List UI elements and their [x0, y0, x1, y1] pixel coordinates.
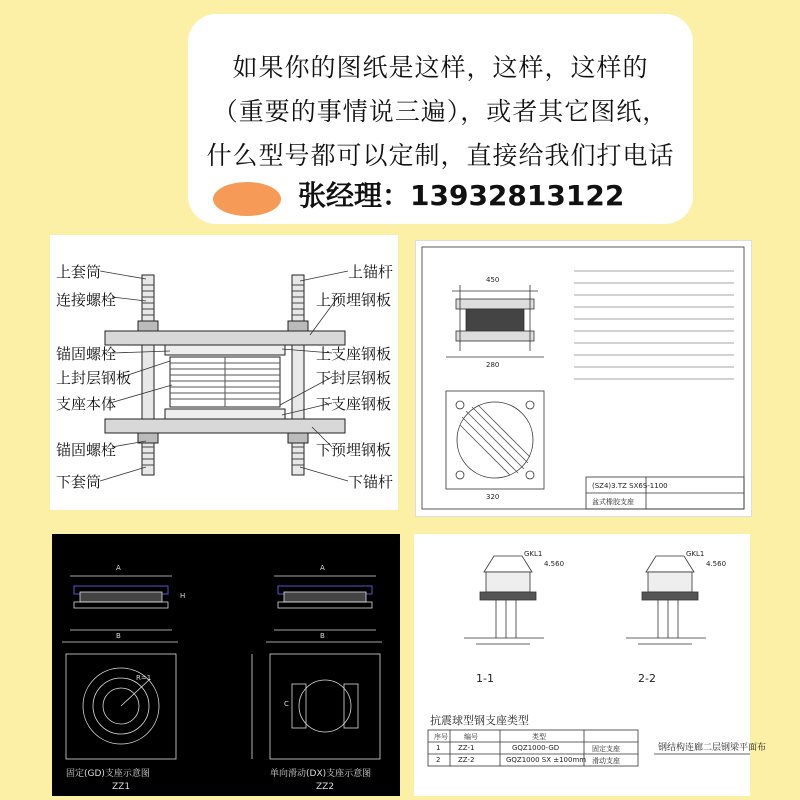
label-zz2: ZZ2	[316, 782, 335, 792]
section-1-1: 1-1	[476, 672, 494, 685]
table-row2-code: ZZ-2	[458, 756, 475, 764]
label-upper-embedded-plate: 上预埋钢板	[316, 291, 392, 309]
label-upper-seal-plate: 上封层钢板	[56, 369, 132, 387]
label-lower-seal-plate: 下封层钢板	[316, 369, 392, 387]
info-banner	[188, 14, 693, 224]
title-block-code: (SZ4)3.TZ SX6S-1100	[592, 482, 668, 490]
caption-fixed: 固定(GD)支座示意图	[66, 769, 150, 779]
elev-right: 4.560	[706, 560, 727, 568]
dim-top: 450	[486, 276, 500, 284]
table-title: 抗震球型钢支座类型	[430, 714, 529, 727]
label-anchor-bolt-bottom: 锚固螺栓	[56, 441, 117, 459]
side-title: 钢结构连廊二层钢梁平面布	[658, 743, 767, 753]
dim-a-right: A	[320, 564, 325, 572]
label-lower-embedded-plate: 下预埋钢板	[316, 441, 392, 459]
table-row1-no: 1	[436, 744, 441, 752]
contact-phone[interactable]: 张经理：13932813122	[298, 179, 625, 212]
orange-blob-icon	[213, 182, 281, 216]
banner-line-3: 什么型号都可以定制，直接给我们打电话	[206, 141, 675, 170]
label-upper-bearing-plate: 上支座钢板	[316, 345, 392, 363]
label-connecting-bolt: 连接螺栓	[56, 291, 117, 309]
cad-bearing-drawing	[52, 534, 400, 796]
label-lower-anchor-rod: 下锚杆	[348, 473, 394, 491]
pot-bearing-drawing	[415, 240, 752, 517]
dim-bottom: 320	[486, 493, 500, 501]
title-block-name: 盆式橡胶支座	[592, 498, 634, 506]
pot-bearing-svg	[416, 241, 751, 516]
table-row1-type: GQZ1000-GD	[512, 744, 560, 752]
banner-line-1: 如果你的图纸是这样，这样，这样的	[232, 53, 649, 82]
label-zz1: ZZ1	[112, 782, 131, 792]
label-anchor-bolt-top: 锚固螺栓	[56, 345, 117, 363]
label-upper-sleeve: 上套筒	[56, 263, 102, 281]
table-header-type: 类型	[532, 733, 546, 741]
dim-mid: 280	[486, 361, 500, 369]
caption-sliding: 单向滑动(DX)支座示意图	[270, 769, 372, 779]
dim-r: R=1	[136, 674, 152, 682]
dim-h: H	[180, 592, 186, 600]
label-lower-bearing-plate: 下支座钢板	[316, 395, 392, 413]
section-2-2: 2-2	[638, 672, 656, 685]
table-row2-no: 2	[436, 756, 441, 764]
contact-row	[188, 174, 693, 218]
dim-b-left: B	[116, 632, 121, 640]
table-header-no: 序号	[434, 733, 448, 741]
gkl-left: GKL1	[524, 550, 543, 558]
dim-a-left: A	[116, 564, 121, 572]
table-row2-type: GQZ1000 SX ±100mm	[506, 756, 587, 764]
table-row2-kind: 滑动支座	[592, 757, 620, 765]
cad-bearing-svg	[52, 534, 400, 796]
dim-c: C	[284, 700, 289, 708]
gkl-right: GKL1	[686, 550, 705, 558]
elev-left: 4.560	[544, 560, 565, 568]
label-upper-anchor-rod: 上锚杆	[348, 263, 394, 281]
table-header-code: 编号	[464, 733, 478, 741]
banner-line-2: （重要的事情说三遍），或者其它图纸，	[212, 97, 669, 126]
steel-bearing-drawing	[414, 534, 767, 796]
label-bearing-body: 支座本体	[56, 395, 117, 413]
label-lower-sleeve: 下套筒	[56, 473, 102, 491]
table-row1-code: ZZ-1	[458, 744, 475, 752]
bearing-section-drawing	[50, 235, 398, 510]
dim-b-right: B	[320, 632, 325, 640]
table-row1-kind: 固定支座	[592, 745, 620, 753]
